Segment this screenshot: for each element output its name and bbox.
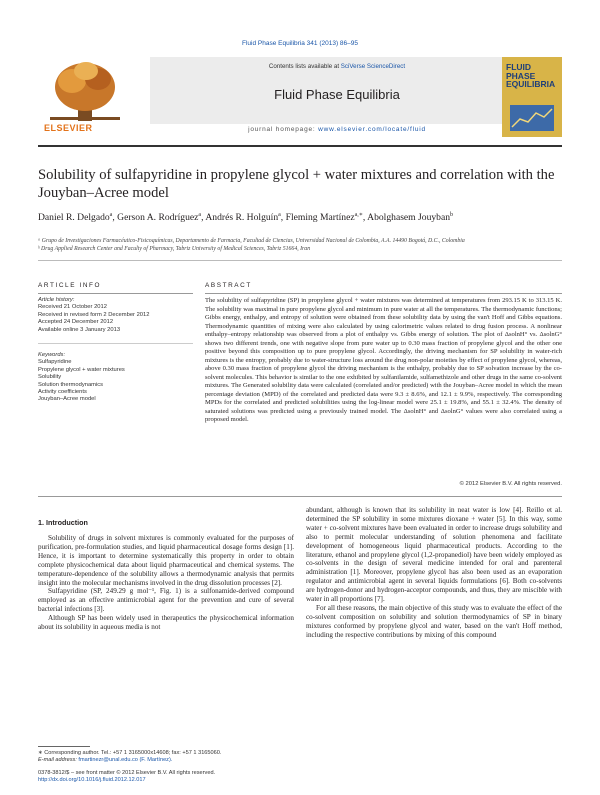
keyword: Sulfapyridine [38, 359, 72, 366]
keyword: Jouyban–Acree model [38, 396, 96, 403]
author-list [38, 211, 562, 223]
keyword: Activity coefficients [38, 389, 87, 396]
keyword: Solubility [38, 374, 62, 381]
body-right-column [306, 506, 562, 640]
divider [205, 293, 562, 294]
affiliation-b: ᵇ Drug Applied Research Center and Faculty of Pharmacy, Tabriz University of Medical Sciences, Tabriz 51664, Iran [38, 246, 311, 252]
paragraph: For all these reasons, the main objective of this study was to evaluate the effect of the co-solvent composition on solubility and solution thermodynamics of SP in binary mixtures conformed by propylene glycol and water, based on the van't Hoff method, including the respective contributions by mixing of this compound [306, 603, 562, 639]
copyright: © 2012 Elsevier B.V. All rights reserved. [459, 481, 562, 487]
contents-prefix: Contents lists available at [268, 63, 341, 70]
journal-name: Fluid Phase Equilibria [274, 87, 400, 102]
journal-banner [150, 57, 524, 124]
author-name: Abolghasem Jouyban [367, 212, 451, 224]
header-rule [38, 145, 562, 147]
contents-line [150, 63, 524, 70]
body-left-column [38, 534, 294, 632]
keyword: Solution thermodynamics [38, 381, 104, 388]
section-heading-introduction: 1. Introduction [38, 518, 88, 527]
footnote-rule [38, 746, 90, 747]
homepage-link[interactable]: www.elsevier.com/locate/fluid [318, 126, 426, 133]
journal-reference[interactable]: Fluid Phase Equilibria 341 (2013) 86–95 [242, 40, 358, 47]
author-name: Daniel R. Delgado [38, 212, 110, 224]
article-info-heading: ARTICLE INFO [38, 282, 102, 289]
author [367, 212, 453, 223]
affiliation-a: ᵃ Grupo de Investigaciones Farmacéutico-Fisicoquímicas, Departamento de Farmacia, Facultad de Ciencias, Universidad Nacional de Colombia, A.A. 14490 Bogotá, D.C., Colombia [38, 238, 465, 244]
author: Gerson A. Rodríguez$^a$, [117, 212, 204, 224]
paragraph: Although SP has been widely used in therapeutics the physicochemical information about its solubility in aqueous media is not [38, 614, 294, 632]
history-item: Available online 3 January 2013 [38, 326, 121, 333]
author: Andrés R. Holguín$^a$, [205, 212, 284, 224]
divider [38, 343, 193, 344]
cover-title: FLUID PHASE EQUILIBRIA [506, 62, 556, 90]
keywords-label: Keywords: [38, 352, 66, 358]
journal-homepage [150, 126, 524, 133]
author: Daniel R. Delgado$^a$, [38, 212, 115, 224]
paragraph: Sulfapyridine (SP, 249.29 g mol⁻¹, Fig. 1) is a sulfonamide-derived compound employed as an effective antimicrobial agent for the prevention and cure of several bacterial infections [3]. [38, 587, 294, 614]
issn-block [38, 770, 338, 784]
corresponding-author: ∗ Corresponding author. Tel.: +57 1 3165000x14608; fax: +57 1 3165060. [38, 750, 222, 756]
author-name: Andrés R. Holguín [205, 212, 279, 224]
journal-header [38, 57, 562, 138]
history-label: Article history: [38, 297, 75, 303]
email-line [38, 757, 294, 764]
email-link[interactable]: fmartinezr@unal.edu.co (F. Martínez). [78, 757, 173, 763]
divider [38, 260, 562, 261]
paragraph: Solubility of drugs in solvent mixtures is commonly evaluated for the purposes of purification, pre-formulation studies, and liquid pharmaceutical dosage forms design [1]. Hence, it is important to determine systematically this property in order to obtain complete physicochemical data about liquid pharmaceutical and chemical systems. The temperature-dependence of the solubility allows a thermodynamic analysis that permits insight into the molecular mechanisms involved in the drug dissolution processes [2]. [38, 534, 294, 587]
history-item: Received 21 October 2012 [38, 304, 107, 311]
paragraph: abundant, although is known that its solubility in neat water is low [4]. Reillo et al. determined the SP solubility in some mixtures dioxane + water [5]. In this way, some water + co-solvent mixtures have been evaluated in order to increase drugs solubility and also to permit molecular understanding of solution phenomena and facilitate development of homogeneous liquid pharmaceutical products. According to the literature, ethanol and propylene glycol (1,2-propanediol) have been widely employed as co-solvents in the design of several medicine intended for oral and parenteral administration [1]. Moreover, propylene glycol has also been used as an evaporation regulator and antimicrobial agent in several liquids formulations [6]. Both co-solvents are hydrogen-donor and hydrogen-acceptor compounds, and thus, they are miscible with water in all proportions [7]. [306, 506, 562, 604]
author-mark[interactable]: a [278, 212, 281, 218]
author-mark[interactable]: a [198, 212, 202, 218]
journal-cover-thumbnail [502, 57, 562, 137]
abstract-heading: ABSTRACT [205, 282, 252, 289]
footnotes [38, 750, 294, 764]
author: Fleming Martínez$^{a,∗}$, [285, 212, 366, 224]
history-item: Accepted 24 December 2012 [38, 319, 114, 326]
keywords [38, 352, 193, 404]
history-item: Received in revised form 2 December 2012 [38, 311, 150, 318]
author-name: Gerson A. Rodríguez [117, 212, 199, 224]
cover-graphic [510, 105, 554, 131]
sciencedirect-link[interactable]: SciVerse ScienceDirect [340, 63, 406, 70]
publisher-name: ELSEVIER [44, 123, 93, 133]
author-mark[interactable]: a,∗ [354, 212, 363, 218]
divider [38, 293, 193, 294]
author-name: Fleming Martínez [285, 212, 355, 224]
article-title: Solubility of sulfapyridine in propylene glycol + water mixtures and correlation with the Jouyban–Acree model [38, 167, 555, 201]
article-history [38, 297, 193, 334]
doi-link[interactable]: http://dx.doi.org/10.1016/j.fluid.2012.12.017 [38, 777, 146, 783]
abstract-text: The solubility of sulfapyridine (SP) in propylene glycol + water mixtures was determined at temperatures from 293.15 K to 313.15 K. The solubility was maximal in pure propylene glycol and minimum in pure water at all the temperatures. The thermodynamic functions; Gibbs energy, enthalpy, and entropy of solution were obtained from these solubility data by using the van't Hoff and Gibbs equations. Thermodynamic quantities of mixing were also calculated by using calorimetric values related to drug fusion process. A nonlinear enthalpy–entropy relationship was observed from a plot of enthalpy vs. Gibbs energy of solution. The plot of ΔsolnH° vs. ΔsolnG° shows two different trends, one with negative slope from pure water up to 0.30 mass fraction of propylene glycol and the other one positive beyond this composition up to pure propylene glycol. Accordingly, the driving mechanism for SP solubility in water-rich mixtures is the entropy, probably due to water-structure loss around the drug non-polar moieties by effect of propylene glycol, whereas, above 0.30 mass fraction of propylene glycol the driving mechanism is the enthalpy, probably due to SP solvation increase by the co-solvent molecules. This behavior is similar to the one exhibited by sulfanilamide, sulfamethizole and other drugs in the same co-solvent mixtures. The Generated solubility data were calculated (correlated and/or predicted) with the Jouyban–Acree model in which the mean percentage deviation (MPD) of the correlated and predicted data were 9.3 ± 8.6%, and 12.1 ± 9.9%, respectively. The corresponding MPDs for the correlated and predicted solubilities using the log-linear model were 25.1 ± 19.8%, and 55.1 ± 32.4%. The density of saturated solutions was predicted using a previously trained model. The ΔsolnH° and ΔsolnG° values were also correlated using a proposed model. [205, 297, 562, 423]
issn-line: 0378-3812/$ – see front matter © 2012 Elsevier B.V. All rights reserved. [38, 770, 216, 776]
author-mark[interactable]: a [109, 212, 113, 218]
divider [38, 496, 562, 497]
homepage-prefix: journal homepage: [248, 126, 319, 133]
email-label: E-mail address: [38, 757, 77, 763]
keyword: Propylene glycol + water mixtures [38, 366, 125, 373]
author-mark[interactable]: b [450, 212, 454, 218]
